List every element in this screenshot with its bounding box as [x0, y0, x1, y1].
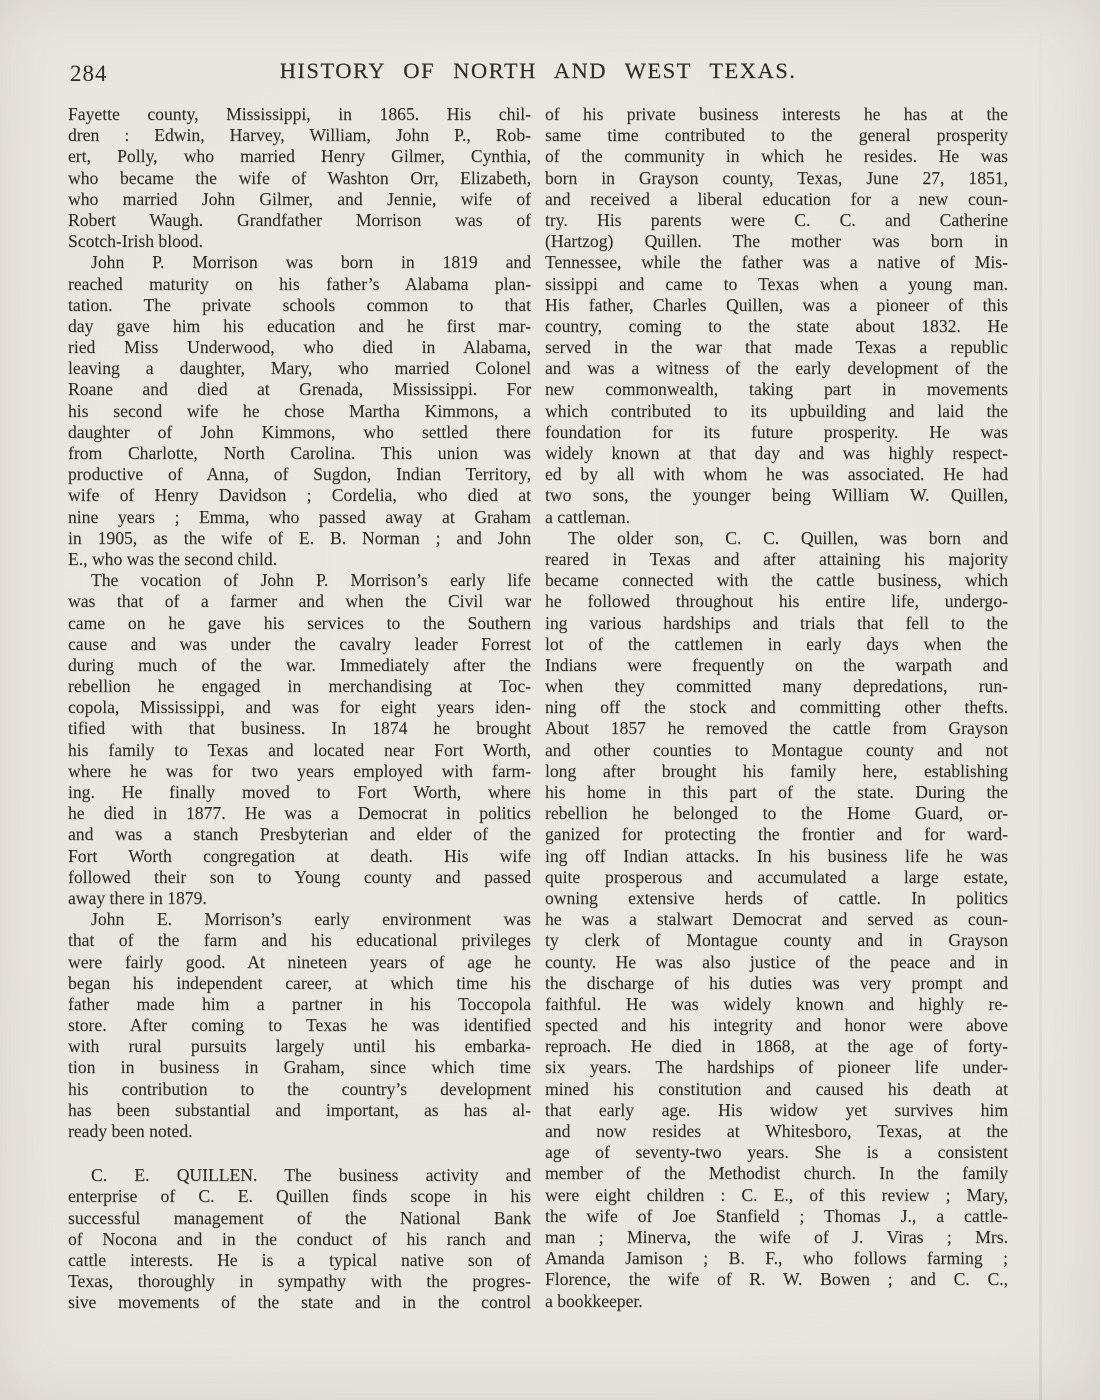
- text-line: dren : Edwin, Harvey, William, John P., Rob-: [68, 125, 531, 146]
- text-line: Texas, thoroughly in sympathy with the progres-: [68, 1271, 531, 1292]
- text-line: C. E. QUILLEN. The business activity and: [91, 1165, 531, 1186]
- text-line: father made him a partner in his Toccopola: [68, 993, 531, 1014]
- text-line: and now resides at Whitesboro, Texas, at the: [545, 1121, 1008, 1141]
- page-header: [68, 58, 1008, 90]
- text-line: long after brought his family here, establishing: [545, 760, 1008, 781]
- text-line: during much of the war. Immediately after the: [68, 654, 531, 675]
- text-line: ed by all with whom he was associated. He had: [545, 464, 1008, 485]
- text-line: the discharge of his duties was very prompt and: [545, 972, 1008, 993]
- text-line: Robert Waugh. Grandfather Morrison was of: [68, 209, 531, 230]
- text-line: ning off the stock and committing other thefts.: [545, 697, 1008, 718]
- text-line: of the community in which he resides. He was: [545, 146, 1008, 167]
- text-line: same time contributed to the general prosperity: [545, 125, 1008, 146]
- text-columns: [68, 104, 1008, 1314]
- text-line: with rural pursuits largely until his embarka-: [68, 1036, 531, 1057]
- text-line: his family to Texas and located near Fort Worth,: [68, 739, 531, 760]
- text-line: country, coming to the state about 1832. He: [545, 315, 1008, 336]
- text-line: lot of the cattlemen in early days when the: [545, 633, 1008, 654]
- text-line: that of the farm and his educational privileges: [68, 930, 531, 951]
- text-line: store. After coming to Texas he was identified: [68, 1015, 531, 1036]
- text-line: owning extensive herds of cattle. In politics: [545, 887, 1008, 908]
- text-line: and was a witness of the early development of the: [545, 358, 1008, 379]
- text-line: productive of Anna, of Sugdon, Indian Territory,: [68, 464, 531, 485]
- text-line: reared in Texas and after attaining his majority: [545, 548, 1008, 569]
- text-line: that early age. His widow yet survives him: [545, 1099, 1008, 1120]
- text-line: ried Miss Underwood, who died in Alabama,: [68, 337, 531, 358]
- text-line: ing off Indian attacks. In his business life he was: [545, 845, 1008, 866]
- text-line: who married John Gilmer, and Jennie, wife of: [68, 188, 531, 209]
- page-title: HISTORY OF NORTH AND WEST TEXAS.: [279, 58, 797, 83]
- text-line: born in Grayson county, Texas, June 27, 1851,: [545, 167, 1008, 188]
- text-line: ert, Polly, who married Henry Gilmer, Cynthia,: [68, 146, 531, 167]
- text-line: of his private business interests he has at the: [545, 104, 1008, 124]
- text-line: day gave him his education and he first mar-: [68, 315, 531, 336]
- text-line: John E. Morrison’s early environment was: [91, 909, 531, 930]
- text-line: from Charlotte, North Carolina. This union was: [68, 443, 531, 463]
- text-line: ing. He finally moved to Fort Worth, where: [68, 782, 531, 802]
- text-line: About 1857 he removed the cattle from Grayson: [545, 718, 1008, 739]
- text-line: Indians were frequently on the warpath and: [545, 654, 1008, 675]
- text-line: member of the Methodist church. In the family: [545, 1163, 1008, 1184]
- text-line: was that of a farmer and when the Civil war: [68, 591, 531, 612]
- right-column: [545, 104, 1008, 1314]
- text-line: The older son, C. C. Quillen, was born and: [568, 527, 1008, 548]
- paragraph: [68, 252, 531, 570]
- text-line: were eight children : C. E., of this review ; Mary,: [545, 1184, 1008, 1205]
- text-line: his home in this part of the state. During the: [545, 782, 1008, 802]
- text-line: who became the wife of Washton Orr, Elizabeth,: [68, 167, 531, 188]
- text-line: Scotch-Irish blood.: [68, 231, 203, 252]
- text-line: man ; Minerva, the wife of J. Viras ; Mrs.: [545, 1226, 1008, 1247]
- text-line: rebellion he belonged to the Home Guard, or-: [545, 803, 1008, 824]
- text-line: has been substantial and important, as has al-: [68, 1099, 531, 1120]
- text-line: county. He was also justice of the peace and in: [545, 951, 1008, 972]
- page-number: 284: [70, 61, 108, 86]
- text-line: tion in business in Graham, since which time: [68, 1057, 531, 1078]
- text-line: away there in 1879.: [68, 887, 207, 908]
- text-line: when they committed many depredations, run-: [545, 676, 1008, 697]
- text-line: leaving a daughter, Mary, who married Colonel: [68, 358, 531, 379]
- text-line: the wife of Joe Stanfield ; Thomas J., a cattle-: [545, 1205, 1008, 1226]
- paragraph: [68, 570, 531, 909]
- text-line: where he was for two years employed with farm-: [68, 760, 531, 781]
- text-line: in 1905, as the wife of E. B. Norman ; and John: [68, 527, 531, 548]
- text-line: came on he gave his services to the Southern: [68, 612, 531, 633]
- paragraph: [545, 528, 1008, 1312]
- text-line: age of seventy-two years. She is a consistent: [545, 1142, 1008, 1163]
- text-line: which contributed to its upbuilding and laid the: [545, 400, 1008, 421]
- text-line: ty clerk of Montague county and in Grayson: [545, 930, 1008, 951]
- text-line: His father, Charles Quillen, was a pioneer of this: [545, 294, 1008, 315]
- text-line: The vocation of John P. Morrison’s early life: [91, 570, 531, 591]
- text-line: reached maturity on his father’s Alabama plan-: [68, 273, 531, 294]
- text-line: sive movements of the state and in the control: [68, 1292, 531, 1313]
- text-line: new commonwealth, taking part in movements: [545, 379, 1008, 400]
- text-line: Amanda Jamison ; B. F., who follows farming ;: [545, 1248, 1008, 1269]
- paragraph: [68, 104, 531, 252]
- text-line: tified with that business. In 1874 he brought: [68, 718, 531, 739]
- text-line: faithful. He was widely known and highly re-: [545, 993, 1008, 1014]
- text-line: sissippi and came to Texas when a young man.: [545, 273, 1008, 294]
- text-line: widely known at that day and was highly respect-: [545, 443, 1008, 463]
- text-line: cause and was under the cavalry leader Forrest: [68, 633, 531, 654]
- text-line: try. His parents were C. C. and Catherine: [545, 209, 1008, 230]
- text-line: enterprise of C. E. Quillen finds scope in his: [68, 1186, 531, 1207]
- text-line: spected and his integrity and honor were above: [545, 1015, 1008, 1036]
- text-line: tation. The private schools common to that: [68, 294, 531, 315]
- text-line: nine years ; Emma, who passed away at Graham: [68, 506, 531, 527]
- text-line: he died in 1877. He was a Democrat in politics: [68, 803, 531, 824]
- left-column: [68, 104, 531, 1314]
- text-line: and received a liberal education for a new coun-: [545, 188, 1008, 209]
- text-line: ganized for protecting the frontier and for ward-: [545, 824, 1008, 845]
- text-line: his contribution to the country’s development: [68, 1078, 531, 1099]
- text-line: and was a stanch Presbyterian and elder of the: [68, 824, 531, 845]
- text-line: foundation for its future prosperity. He was: [545, 421, 1008, 442]
- text-line: his second wife he chose Martha Kimmons, a: [68, 400, 531, 421]
- paragraph: [68, 909, 531, 1142]
- text-line: served in the war that made Texas a republic: [545, 337, 1008, 358]
- text-line: became connected with the cattle business, which: [545, 570, 1008, 591]
- text-line: Tennessee, while the father was a native of Mis-: [545, 252, 1008, 273]
- text-line: Fayette county, Mississippi, in 1865. His chil-: [68, 104, 531, 124]
- text-line: cattle interests. He is a typical native son of: [68, 1249, 531, 1270]
- text-line: mined his constitution and caused his death at: [545, 1078, 1008, 1099]
- text-line: successful management of the National Bank: [68, 1207, 531, 1228]
- text-line: copola, Mississippi, and was for eight years iden-: [68, 697, 531, 718]
- text-line: John P. Morrison was born in 1819 and: [91, 252, 531, 273]
- text-line: he was a stalwart Democrat and served as coun-: [545, 909, 1008, 930]
- text-line: he followed throughout his entire life, undergo-: [545, 591, 1008, 612]
- paragraph: [68, 1165, 531, 1313]
- text-line: a bookkeeper.: [545, 1290, 643, 1311]
- text-line: were fairly good. At nineteen years of age he: [68, 951, 531, 972]
- text-line: daughter of John Kimmons, who settled there: [68, 421, 531, 442]
- text-line: followed their son to Young county and passed: [68, 866, 531, 887]
- text-line: Florence, the wife of R. W. Bowen ; and C. C.,: [545, 1269, 1008, 1290]
- text-line: began his independent career, at which time his: [68, 972, 531, 993]
- text-line: six years. The hardships of pioneer life under-: [545, 1057, 1008, 1078]
- text-line: (Hartzog) Quillen. The mother was born in: [545, 231, 1008, 252]
- text-line: a cattleman.: [545, 506, 630, 527]
- text-line: Fort Worth congregation at death. His wife: [68, 845, 531, 866]
- text-line: two sons, the younger being William W. Quillen,: [545, 485, 1008, 506]
- text-line: wife of Henry Davidson ; Cordelia, who died at: [68, 485, 531, 506]
- text-line: ing various hardships and trials that fell to the: [545, 612, 1008, 633]
- text-line: E., who was the second child.: [68, 548, 278, 569]
- text-line: reproach. He died in 1868, at the age of forty-: [545, 1036, 1008, 1057]
- text-line: ready been noted.: [68, 1121, 193, 1141]
- text-line: Roane and died at Grenada, Mississippi. For: [68, 379, 531, 400]
- text-line: rebellion he engaged in merchandising at Toc-: [68, 676, 531, 697]
- text-line: of Nocona and in the conduct of his ranch and: [68, 1228, 531, 1249]
- text-line: quite prosperous and accumulated a large estate,: [545, 866, 1008, 887]
- text-line: and other counties to Montague county and not: [545, 739, 1008, 760]
- paragraph: [545, 104, 1008, 528]
